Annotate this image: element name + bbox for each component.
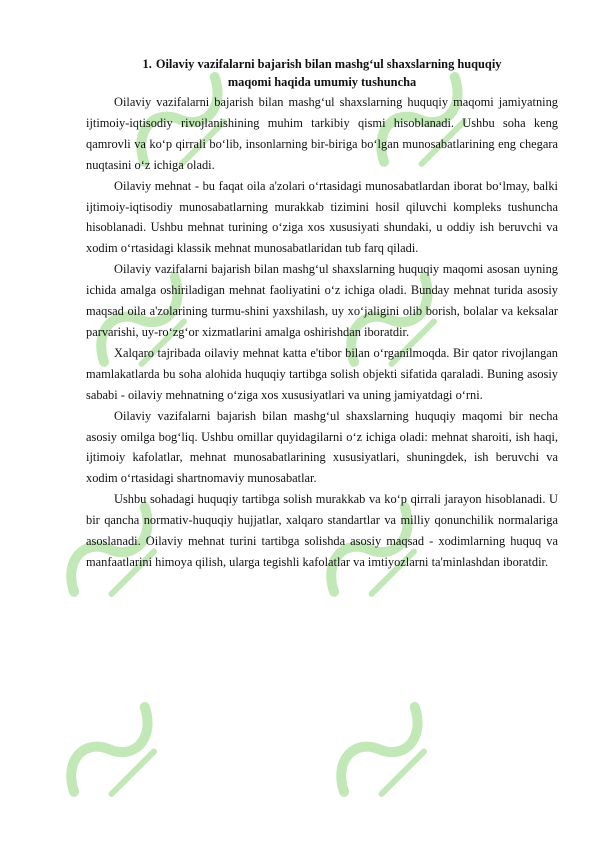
watermark-mark — [58, 698, 172, 812]
section-heading — [86, 56, 558, 91]
paragraph-3: Oilaviy vazifalarni bajarish bilan mashg‘ul shaxslarning huquqiy maqomi asosan uyning ichida amalga oshiriladigan mehnat faoliyatini o‘z ichiga oladi. Bunday mehnat turida asosiy maqsad oila a'zolarining turmu-shini yaxshilash, uy xo‘jaligini olib borish, bolalar va keksalar parvarishi, uy-ro‘zg‘or xizmatlarini amalga oshirishdan iboratdir. — [86, 262, 558, 339]
paragraph-2: Oilaviy mehnat - bu faqat oila a'zolari o‘rtasidagi munosabatlardan iborat bo‘lmay, balki ijtimoiy-iqtisodiy munosabatlarning murakkab tizimini hosil qiluvchi kompleks tushuncha hisoblanadi. Ushbu mehnat turining o‘ziga xos xususiyati shundaki, u oddiy ish beruvchi va xodim o‘rtasidagi klassik mehnat munosabatlaridan tub farq qiladi. — [86, 178, 558, 256]
section-number: 1. — [142, 57, 152, 71]
paragraph-4: Xalqaro tajribada oilaviy mehnat katta e'tibor bilan o‘rganilmoqda. Bir qator rivojlangan mamlakatlarda bu soha alohida huquqiy tartibga solish objekti sifatida qaraladi. Buning asosiy sababi - oilaviy mehnatning o‘ziga xos xususiyatlari va uning jamiyatdagi o‘rni. — [86, 345, 558, 402]
paragraph-5: Oilaviy vazifalarni bajarish bilan mashg‘ul shaxslarning huquqiy maqomi bir necha asosiy omilga bog‘liq. Ushbu omillar quyidagilarni o‘z ichiga oladi: mehnat sharoiti, ish haqi, ijtimoiy kafolatlar, mehnat munosabatlarining xususiyatlari, shuningdek, ish beruvchi va xodim o‘rtasidagi shartnomaviy munosabatlar. — [86, 408, 558, 486]
watermark-mark — [328, 698, 442, 812]
section-heading-line-1 — [86, 56, 558, 74]
paragraph-6: Ushbu sohadagi huquqiy tartibga solish murakkab va ko‘p qirrali jarayon hisoblanadi. U bir qancha normativ-huquqiy hujjatlar, xalqaro standartlar va milliy qonunchilik normalariga asoslanadi. Oilaviy mehnat turini tartibga solishda asosiy maqsad - xodimlarning huquq va manfaatlarini himoya qilish, ularga tegishli kafolatlar va imtiyozlarni ta'minlashdan iboratdir. — [86, 492, 558, 569]
paragraph-1: Oilaviy vazifalarni bajarish bilan mashg‘ul shaxslarning huquqiy maqomi jamiyatning ijtimoiy-iqtisodiy rivojlanishining muhim tarkibiy qismi hisoblanadi. Ushbu soha keng qamrovli va ko‘p qirrali bo‘lib, insonlarning bir-biriga bo‘lgan munosabatlarining eng chegara nuqtasini o‘z ichiga oladi. — [86, 95, 558, 172]
document-content — [86, 56, 558, 573]
section-title-part-1: Oilaviy vazifalarni bajarish bilan mashg‘ul shaxslarning huquqiy — [155, 57, 502, 71]
section-title-part-2: maqomi haqida umumiy tushuncha — [227, 74, 417, 89]
